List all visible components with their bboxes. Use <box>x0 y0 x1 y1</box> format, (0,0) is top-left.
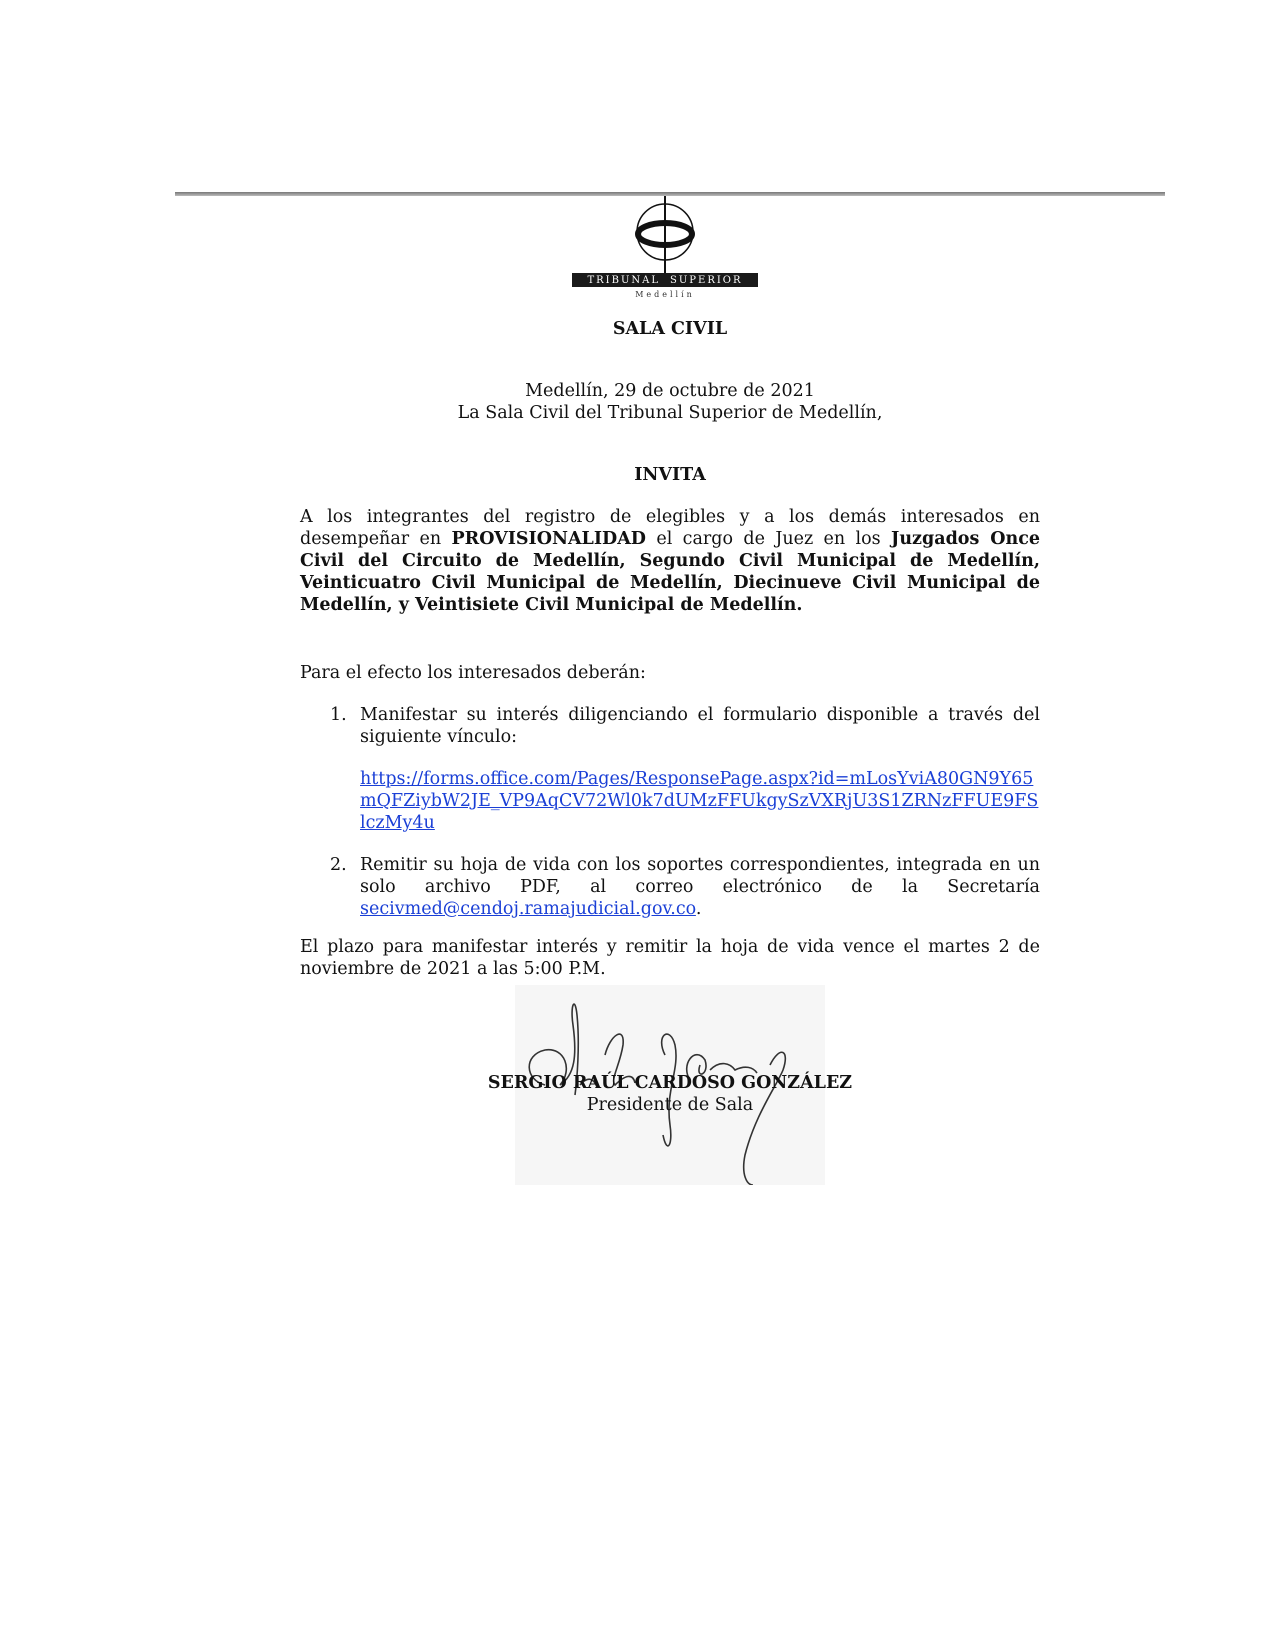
instructions-heading: Para el efecto los interesados deberán: <box>300 663 646 683</box>
email-link[interactable]: secivmed@cendoj.ramajudicial.gov.co <box>360 899 696 919</box>
date-line: Medellín, 29 de octubre de 2021 <box>525 381 815 401</box>
form-link-block <box>360 768 1040 834</box>
intro-text-1: A los integrantes del registro de elegibles y a los demás interesados en desempeñar en <box>300 507 1040 549</box>
list-item-text: Manifestar su interés diligenciando el formulario disponible a través del siguiente vínculo: <box>360 705 1040 747</box>
intro-paragraph <box>300 506 1040 616</box>
form-link[interactable]: https://forms.office.com/Pages/ResponsePage.aspx?id=mLosYviA80GN9Y65mQFZiybW2JE_VP9AqCV72Wl0k7dUMzFFUkgySzVXRjU3S1ZRNzFFUE9FSlczMy4u <box>360 769 1039 833</box>
list-item-2-end: . <box>695 899 702 919</box>
tribunal-logo <box>565 196 765 308</box>
section-title: SALA CIVIL <box>612 319 728 339</box>
list-number: 1. <box>330 705 347 725</box>
logo-banner-right: SUPERIOR <box>670 274 743 286</box>
logo-banner-left: TRIBUNAL <box>587 274 661 286</box>
list-item-2 <box>330 854 1040 920</box>
list-item-1 <box>330 704 1040 748</box>
intro-provisionalidad: PROVISIONALIDAD <box>451 529 646 549</box>
list-item-2-text: Remitir su hoja de vida con los soportes correspondientes, integrada en un solo archivo PDF, al correo electrónico de la Secretaría <box>360 855 1040 897</box>
tribunal-emblem-icon <box>565 196 765 276</box>
logo-subtitle: Medellín <box>635 290 695 299</box>
logo-banner <box>572 273 758 287</box>
list-number: 2. <box>330 855 347 875</box>
invita-heading: INVITA <box>634 465 706 485</box>
signer-title: Presidente de Sala <box>586 1095 754 1115</box>
issuer-line: La Sala Civil del Tribunal Superior de Medellín, <box>457 403 883 423</box>
list-item-text <box>360 854 1040 920</box>
intro-juzgados: Juzgados Once Civil del Circuito de Medellín, Segundo Civil Municipal de Medellín, Veinticuatro Civil Municipal de Medellín, Diecinueve Civil Municipal de Medellín, y Veintisiete Civil Municipal de Medellín. <box>300 529 1040 615</box>
deadline-paragraph: El plazo para manifestar interés y remitir la hoja de vida vence el martes 2 de noviembre de 2021 a las 5:00 P.M. <box>300 937 1040 979</box>
intro-text-2: el cargo de Juez en los <box>645 529 892 549</box>
signer-name: SERGIO RAÚL CARDOSO GONZÁLEZ <box>487 1073 853 1093</box>
